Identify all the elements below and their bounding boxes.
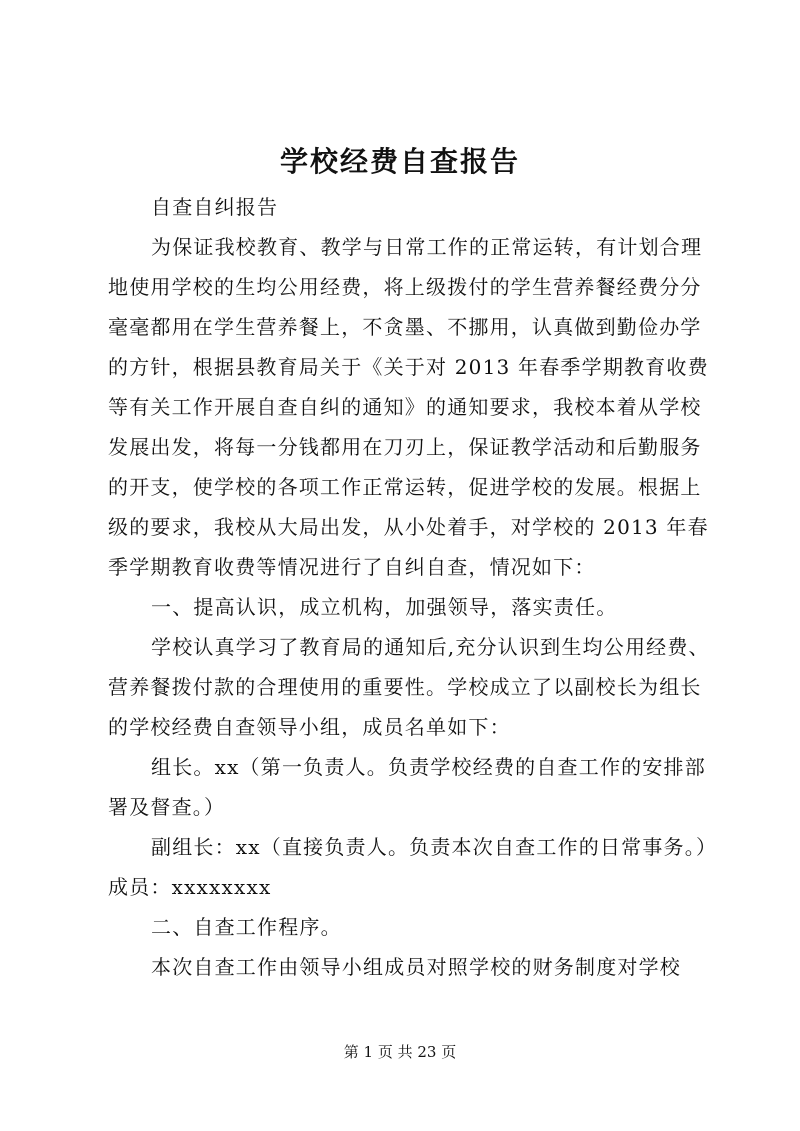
document-body <box>108 187 718 987</box>
paragraph-line: 发展出发，将每一分钱都用在刀刃上，保证教学活动和后勤服务 <box>108 435 702 459</box>
paragraph-line: 营养餐拨付款的合理使用的重要性。学校成立了以副校长为组长 <box>108 675 702 699</box>
paragraph-heading-line: 自查自纠报告 <box>151 195 279 219</box>
paragraph-line: 的学校经费自查领导小组，成员名单如下： <box>108 715 511 739</box>
paragraph-line: 级的要求，我校从大局出发，从小处着手，对学校的 2013 年春 <box>108 515 709 539</box>
section-heading-line: 二、自查工作程序。 <box>151 915 342 939</box>
paragraph-line: 等有关工作开展自查自纠的通知》的通知要求，我校本着从学校 <box>108 395 702 419</box>
member-line: 成员：xxxxxxxx <box>108 875 272 899</box>
member-line: 署及督查。） <box>108 795 226 819</box>
paragraph-line: 地使用学校的生均公用经费，将上级拨付的学生营养餐经费分分 <box>108 275 702 299</box>
paragraph-line: 季学期教育收费等情况进行了自纠自查，情况如下： <box>108 555 596 579</box>
paragraph-line: 毫毫都用在学生营养餐上，不贪墨、不挪用，认真做到勤俭办学 <box>108 315 702 339</box>
paragraph-line: 为保证我校教育、教学与日常工作的正常运转，有计划合理 <box>151 235 703 259</box>
paragraph-line: 的方针，根据县教育局关于《关于对 2013 年春季学期教育收费 <box>108 355 709 379</box>
page-footer: 第 1 页 共 23 页 <box>343 1043 457 1061</box>
paragraph-line: 本次自查工作由领导小组成员对照学校的财务制度对学校 <box>151 955 681 979</box>
paragraph-line: 的开支，使学校的各项工作正常运转，促进学校的发展。根据上 <box>108 475 702 499</box>
member-line: 组长。xx（第一负责人。负责学校经费的自查工作的安排部 <box>151 755 706 779</box>
paragraph-line: 学校认真学习了教育局的通知后,充分认识到生均公用经费、 <box>151 635 710 659</box>
section-heading-line: 一、提高认识，成立机构，加强领导，落实责任。 <box>151 595 618 619</box>
member-line: 副组长：xx（直接负责人。负责本次自查工作的日常事务。） <box>151 835 718 859</box>
document-title: 学校经费自查报告 <box>279 145 520 178</box>
